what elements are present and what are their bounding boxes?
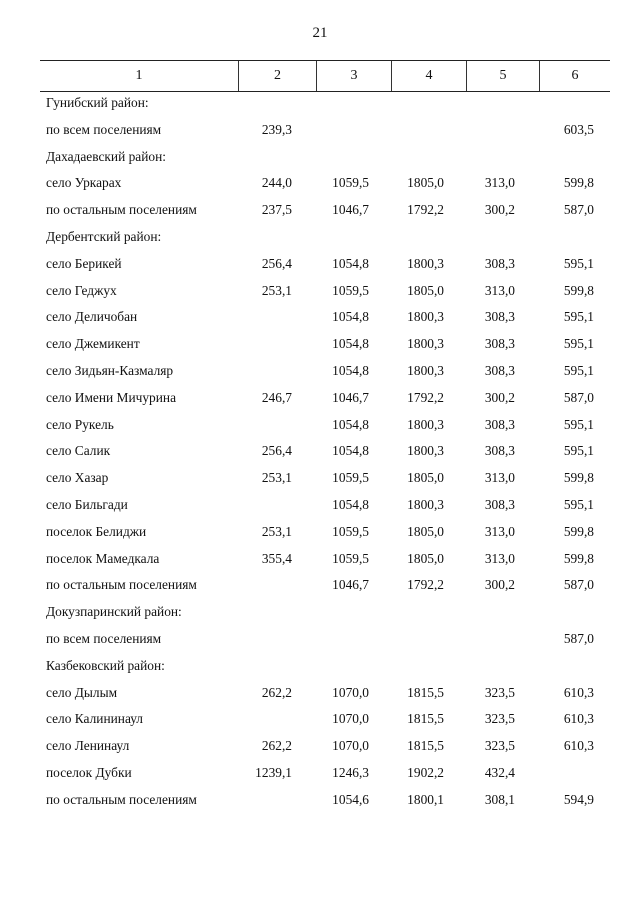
value-column-4: 1800,3 xyxy=(407,255,444,271)
settlement-name: поселок Белиджи xyxy=(46,523,147,539)
value-column-6: 595,1 xyxy=(563,443,594,459)
table-row xyxy=(40,197,610,224)
table-row xyxy=(40,304,610,331)
settlement-name: село Хазар xyxy=(46,470,109,486)
value-column-3: 1059,5 xyxy=(332,282,369,298)
value-column-2: 244,0 xyxy=(261,175,292,191)
table-row xyxy=(40,760,610,787)
table-row xyxy=(40,170,610,197)
value-column-3: 1054,8 xyxy=(332,496,369,512)
value-column-2: 262,2 xyxy=(261,684,292,700)
value-column-4: 1902,2 xyxy=(407,764,444,780)
value-column-4 xyxy=(391,626,466,653)
value-column-2 xyxy=(238,331,316,358)
value-column-3 xyxy=(316,626,391,653)
value-column-3: 1054,8 xyxy=(332,309,369,325)
settlement-name: по остальным поселениям xyxy=(46,577,197,593)
value-column-3: 1246,3 xyxy=(332,764,369,780)
column-header-6: 6 xyxy=(539,61,610,91)
value-column-3: 1059,5 xyxy=(332,470,369,486)
table-row xyxy=(40,546,610,573)
settlement-name: село Салик xyxy=(46,443,111,459)
value-column-6: 599,8 xyxy=(563,282,594,298)
value-column-6: 610,3 xyxy=(563,738,594,754)
value-column-3: 1054,8 xyxy=(332,336,369,352)
value-column-5: 313,0 xyxy=(484,523,515,539)
table-row xyxy=(40,572,610,599)
value-column-4: 1800,3 xyxy=(407,362,444,378)
value-column-3: 1054,8 xyxy=(332,362,369,378)
value-column-4: 1805,0 xyxy=(407,523,444,539)
table-row xyxy=(40,438,610,465)
table-row xyxy=(40,278,610,305)
value-column-3: 1059,5 xyxy=(332,175,369,191)
settlement-name: поселок Мамедкала xyxy=(46,550,160,566)
value-column-6: 587,0 xyxy=(563,389,594,405)
value-column-6: 595,1 xyxy=(563,362,594,378)
value-column-5: 308,3 xyxy=(484,416,515,432)
value-column-3: 1059,5 xyxy=(332,523,369,539)
value-column-3: 1046,7 xyxy=(332,577,369,593)
settlement-name: село Геджух xyxy=(46,282,117,298)
value-column-3: 1059,5 xyxy=(332,550,369,566)
value-column-3 xyxy=(316,117,391,144)
section-heading-row xyxy=(40,653,610,680)
settlement-name: село Джемикент xyxy=(46,336,140,352)
value-column-4 xyxy=(391,117,466,144)
value-column-6: 595,1 xyxy=(563,309,594,325)
value-column-4: 1800,3 xyxy=(407,336,444,352)
value-column-6: 599,8 xyxy=(563,550,594,566)
settlement-name: село Зидьян-Казмаляр xyxy=(46,362,174,378)
value-column-5: 323,5 xyxy=(484,711,515,727)
value-column-4: 1792,2 xyxy=(407,577,444,593)
value-column-5: 313,0 xyxy=(484,470,515,486)
value-column-5: 308,3 xyxy=(484,443,515,459)
value-column-2 xyxy=(238,492,316,519)
value-column-2: 246,7 xyxy=(261,389,292,405)
settlement-name: по остальным поселениям xyxy=(46,202,197,218)
value-column-4: 1800,1 xyxy=(407,791,444,807)
value-column-4: 1805,0 xyxy=(407,550,444,566)
value-column-2: 1239,1 xyxy=(255,764,292,780)
value-column-6: 595,1 xyxy=(563,496,594,512)
settlement-name: село Ленинаул xyxy=(46,738,130,754)
settlement-name: село Берикей xyxy=(46,255,122,271)
value-column-3: 1070,0 xyxy=(332,684,369,700)
settlement-name: по всем поселениям xyxy=(46,630,162,646)
value-column-5: 313,0 xyxy=(484,282,515,298)
district-name: Дербентский район: xyxy=(46,228,162,244)
value-column-4: 1800,3 xyxy=(407,416,444,432)
value-column-3: 1054,8 xyxy=(332,416,369,432)
column-header-2: 2 xyxy=(238,61,316,91)
table-row xyxy=(40,626,610,653)
value-column-2: 237,5 xyxy=(261,202,292,218)
settlement-name: село Деличобан xyxy=(46,309,138,325)
value-column-3: 1046,7 xyxy=(332,389,369,405)
settlement-name: село Калининаул xyxy=(46,711,143,727)
district-name: Дахадаевский район: xyxy=(46,148,166,164)
district-name: Казбековский район: xyxy=(46,657,165,673)
value-column-5 xyxy=(466,117,539,144)
value-column-4: 1800,3 xyxy=(407,309,444,325)
value-column-2: 262,2 xyxy=(261,738,292,754)
section-heading-row xyxy=(40,90,610,117)
value-column-4: 1800,3 xyxy=(407,443,444,459)
table-row xyxy=(40,733,610,760)
value-column-4: 1805,0 xyxy=(407,175,444,191)
value-column-4: 1815,5 xyxy=(407,684,444,700)
value-column-5: 308,3 xyxy=(484,362,515,378)
value-column-3: 1054,8 xyxy=(332,443,369,459)
value-column-2 xyxy=(238,787,316,814)
value-column-5: 308,3 xyxy=(484,496,515,512)
value-column-3: 1070,0 xyxy=(332,738,369,754)
value-column-6: 594,9 xyxy=(563,791,594,807)
section-heading-row xyxy=(40,144,610,171)
value-column-2: 253,1 xyxy=(261,282,292,298)
table-row xyxy=(40,117,610,144)
column-header-1: 1 xyxy=(135,68,143,83)
table-row xyxy=(40,680,610,707)
value-column-5: 432,4 xyxy=(484,764,515,780)
settlement-name: поселок Дубки xyxy=(46,764,132,780)
value-column-2 xyxy=(238,304,316,331)
value-column-6: 610,3 xyxy=(563,684,594,700)
value-column-5: 300,2 xyxy=(484,389,515,405)
value-column-5: 300,2 xyxy=(484,577,515,593)
value-column-4: 1805,0 xyxy=(407,282,444,298)
value-column-5: 308,3 xyxy=(484,309,515,325)
value-column-6: 587,0 xyxy=(563,577,594,593)
value-column-5: 308,3 xyxy=(484,255,515,271)
table-row xyxy=(40,787,610,814)
value-column-6: 603,5 xyxy=(563,121,594,137)
value-column-6: 595,1 xyxy=(563,416,594,432)
value-column-5: 300,2 xyxy=(484,202,515,218)
value-column-4: 1815,5 xyxy=(407,711,444,727)
value-column-2 xyxy=(238,706,316,733)
value-column-2 xyxy=(238,626,316,653)
value-column-6: 599,8 xyxy=(563,470,594,486)
value-column-5: 323,5 xyxy=(484,684,515,700)
column-header-3: 3 xyxy=(316,61,391,91)
table-row xyxy=(40,251,610,278)
settlement-name: село Рукель xyxy=(46,416,114,432)
value-column-2: 355,4 xyxy=(261,550,292,566)
settlement-name: по остальным поселениям xyxy=(46,791,197,807)
table-row xyxy=(40,492,610,519)
value-column-3: 1054,8 xyxy=(332,255,369,271)
value-column-3: 1070,0 xyxy=(332,711,369,727)
value-column-2: 239,3 xyxy=(261,121,292,137)
table-row xyxy=(40,465,610,492)
value-column-6: 595,1 xyxy=(563,336,594,352)
value-column-3: 1054,6 xyxy=(332,791,369,807)
district-name: Гунибский район: xyxy=(46,95,149,110)
table-row xyxy=(40,331,610,358)
table-row xyxy=(40,385,610,412)
settlement-name: по всем поселениям xyxy=(46,121,162,137)
district-name: Докузпаринский район: xyxy=(46,604,182,620)
value-column-2: 253,1 xyxy=(261,470,292,486)
value-column-6 xyxy=(539,760,610,787)
page-number: 21 xyxy=(312,25,328,41)
value-column-2 xyxy=(238,572,316,599)
table-row xyxy=(40,706,610,733)
value-column-4: 1800,3 xyxy=(407,496,444,512)
value-column-6: 599,8 xyxy=(563,175,594,191)
value-column-2: 256,4 xyxy=(261,443,292,459)
value-column-4: 1805,0 xyxy=(407,470,444,486)
settlement-name: село Дылым xyxy=(46,684,118,700)
column-header-5: 5 xyxy=(466,61,539,91)
value-column-2: 253,1 xyxy=(261,523,292,539)
settlement-name: село Имени Мичурина xyxy=(46,389,177,405)
value-column-5: 313,0 xyxy=(484,550,515,566)
value-column-6: 587,0 xyxy=(563,202,594,218)
section-heading-row xyxy=(40,599,610,626)
table-row xyxy=(40,358,610,385)
value-column-6: 595,1 xyxy=(563,255,594,271)
value-column-6: 599,8 xyxy=(563,523,594,539)
value-column-5: 308,3 xyxy=(484,336,515,352)
value-column-6: 610,3 xyxy=(563,711,594,727)
table-row xyxy=(40,412,610,439)
table-row xyxy=(40,519,610,546)
value-column-5: 313,0 xyxy=(484,175,515,191)
settlement-name: село Бильгади xyxy=(46,496,128,512)
value-column-2 xyxy=(238,412,316,439)
value-column-4: 1792,2 xyxy=(407,389,444,405)
settlement-name: село Уркарах xyxy=(46,175,122,191)
value-column-5 xyxy=(466,626,539,653)
table-header xyxy=(40,60,610,92)
column-header-4: 4 xyxy=(391,61,466,91)
value-column-6: 587,0 xyxy=(563,630,594,646)
value-column-3: 1046,7 xyxy=(332,202,369,218)
value-column-5: 323,5 xyxy=(484,738,515,754)
value-column-4: 1792,2 xyxy=(407,202,444,218)
value-column-2 xyxy=(238,358,316,385)
value-column-4: 1815,5 xyxy=(407,738,444,754)
value-column-5: 308,1 xyxy=(484,791,515,807)
section-heading-row xyxy=(40,224,610,251)
table-body xyxy=(40,90,610,814)
value-column-2: 256,4 xyxy=(261,255,292,271)
